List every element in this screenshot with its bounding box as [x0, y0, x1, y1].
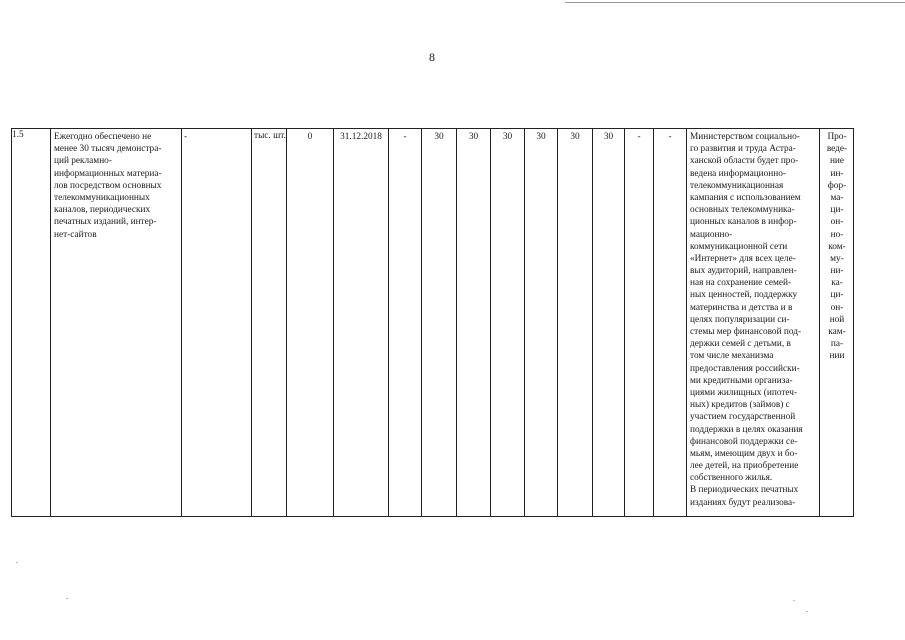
- measure-line: вых аудиторий, направлен-: [690, 266, 797, 277]
- value-1: 30: [434, 132, 444, 142]
- measure-line: материнства и детства и в: [690, 302, 793, 313]
- measure-line: собственного жилья.: [690, 473, 773, 484]
- unit-cell: [252, 129, 287, 517]
- measure-line: участием государственной: [690, 412, 796, 423]
- result-line: он-: [830, 217, 844, 228]
- measure-line: лее детей, на приобретение: [690, 461, 799, 472]
- measure-line: циями жилищных (ипотеч-: [690, 387, 798, 398]
- measure-line: В периодических печатных: [690, 485, 799, 496]
- col13-cell: [625, 129, 654, 517]
- measure-line: изданиях будут реализова-: [690, 497, 796, 508]
- measure-line: «Интернет» для всех целе-: [690, 253, 796, 264]
- measure-line: держки семей с детьми, в: [690, 339, 791, 350]
- value-cell: [422, 129, 457, 517]
- unit-value: тыс. шт.: [254, 131, 286, 141]
- result-line: кам-: [828, 327, 846, 337]
- value-3: 30: [502, 132, 513, 142]
- value-6: 30: [603, 132, 614, 142]
- result-line: он-: [830, 302, 844, 313]
- measure-line: предоставления российски-: [690, 363, 800, 374]
- date-cell: [334, 129, 389, 517]
- page-number: 8: [429, 50, 435, 64]
- measure-line: ных ценностей, поддержку: [690, 290, 798, 301]
- measure-text: [687, 129, 819, 509]
- indicator-line: телекоммуникационных: [54, 193, 150, 204]
- value-cell: [491, 129, 525, 517]
- indicator-line: печатных изданий, интер-: [54, 217, 157, 228]
- measure-line: поддержки в целях оказания: [690, 424, 803, 435]
- result-line: ци-: [830, 205, 844, 216]
- row-number: 1.5: [12, 129, 51, 517]
- result-line: Про-: [827, 132, 847, 142]
- col6-value: -: [403, 132, 407, 142]
- measure-line: Министерством социально-: [690, 132, 800, 142]
- result-line: ци-: [830, 290, 844, 301]
- measure-line: ханской области будет про-: [690, 156, 799, 167]
- value-cell: [525, 129, 558, 517]
- value-cell: [593, 129, 625, 517]
- indicator-line: менее 30 тысяч демонстра-: [54, 144, 162, 155]
- col2-cell: [182, 129, 252, 517]
- result-line: ние: [829, 156, 845, 167]
- measure-line: го развития и труда Астра-: [690, 144, 796, 155]
- result-line: ком-: [828, 241, 846, 252]
- col6-cell: [389, 129, 422, 517]
- value-4: 30: [536, 132, 546, 142]
- top-rule: [565, 2, 905, 3]
- col2-value: -: [184, 132, 188, 142]
- measure-line: телекоммуникационная: [690, 180, 784, 191]
- measure-line: целях популяризации си-: [690, 314, 790, 325]
- measure-line: ных) кредитов (займов) с: [690, 400, 790, 411]
- measure-line: ведена информационно-: [690, 168, 786, 179]
- col14-cell: [654, 129, 687, 517]
- measure-line: ми кредитными организа-: [690, 375, 793, 386]
- measure-cell: [687, 129, 820, 517]
- scan-speck: [806, 611, 808, 612]
- measure-line: ционных каналов в инфор-: [690, 217, 797, 228]
- indicator-line: Ежегодно обеспечено не: [54, 132, 152, 142]
- indicator-cell: [51, 129, 182, 517]
- measure-line: ная на сохранение семей-: [690, 278, 792, 289]
- scan-speck: [16, 562, 18, 563]
- result-line: ни-: [830, 266, 844, 277]
- result-line: му-: [830, 253, 844, 264]
- result-line: ин-: [830, 168, 844, 179]
- scan-speck: [793, 600, 795, 601]
- result-line: но-: [830, 229, 844, 240]
- measure-line: мационно-: [690, 229, 733, 240]
- value-cell: [457, 129, 491, 517]
- value-cell: [558, 129, 593, 517]
- result-line: ка-: [831, 278, 843, 289]
- value-2: 30: [468, 132, 479, 142]
- result-line: ма-: [830, 192, 844, 203]
- measure-line: мьям, имеющим двух и бо-: [690, 448, 798, 459]
- scan-speck: [66, 598, 68, 599]
- result-line: ной: [829, 314, 845, 325]
- value-5: 30: [570, 132, 580, 142]
- result-line: веде-: [826, 144, 848, 155]
- result-line: нии: [829, 351, 845, 362]
- result-line: фор-: [827, 180, 847, 191]
- indicator-text: [51, 129, 181, 241]
- col14-value: -: [668, 132, 672, 142]
- indicator-line: ций рекламно-: [54, 156, 112, 167]
- base-value: 0: [307, 132, 313, 142]
- result-cell: [820, 129, 854, 517]
- table-row: [12, 129, 854, 517]
- measure-line: кампания с использованием: [690, 192, 801, 203]
- result-text: [820, 129, 853, 363]
- col13-value: -: [637, 132, 641, 142]
- indicator-line: лов посредством основных: [54, 180, 162, 191]
- date-value: 31.12.2018: [340, 132, 382, 142]
- program-table: [11, 128, 854, 517]
- measure-line: коммуникационной сети: [690, 241, 788, 252]
- measure-line: стемы мер финансовой под-: [690, 327, 802, 337]
- measure-line: основных телекоммуника-: [690, 205, 795, 216]
- measure-line: финансовой поддержки се-: [690, 436, 798, 447]
- indicator-line: нет-сайтов: [54, 229, 97, 240]
- result-line: па-: [830, 339, 844, 350]
- indicator-line: информационных материа-: [54, 168, 162, 179]
- measure-line: том числе механизма: [690, 351, 774, 362]
- base-value-cell: [287, 129, 334, 517]
- indicator-line: каналов, периодических: [54, 205, 151, 216]
